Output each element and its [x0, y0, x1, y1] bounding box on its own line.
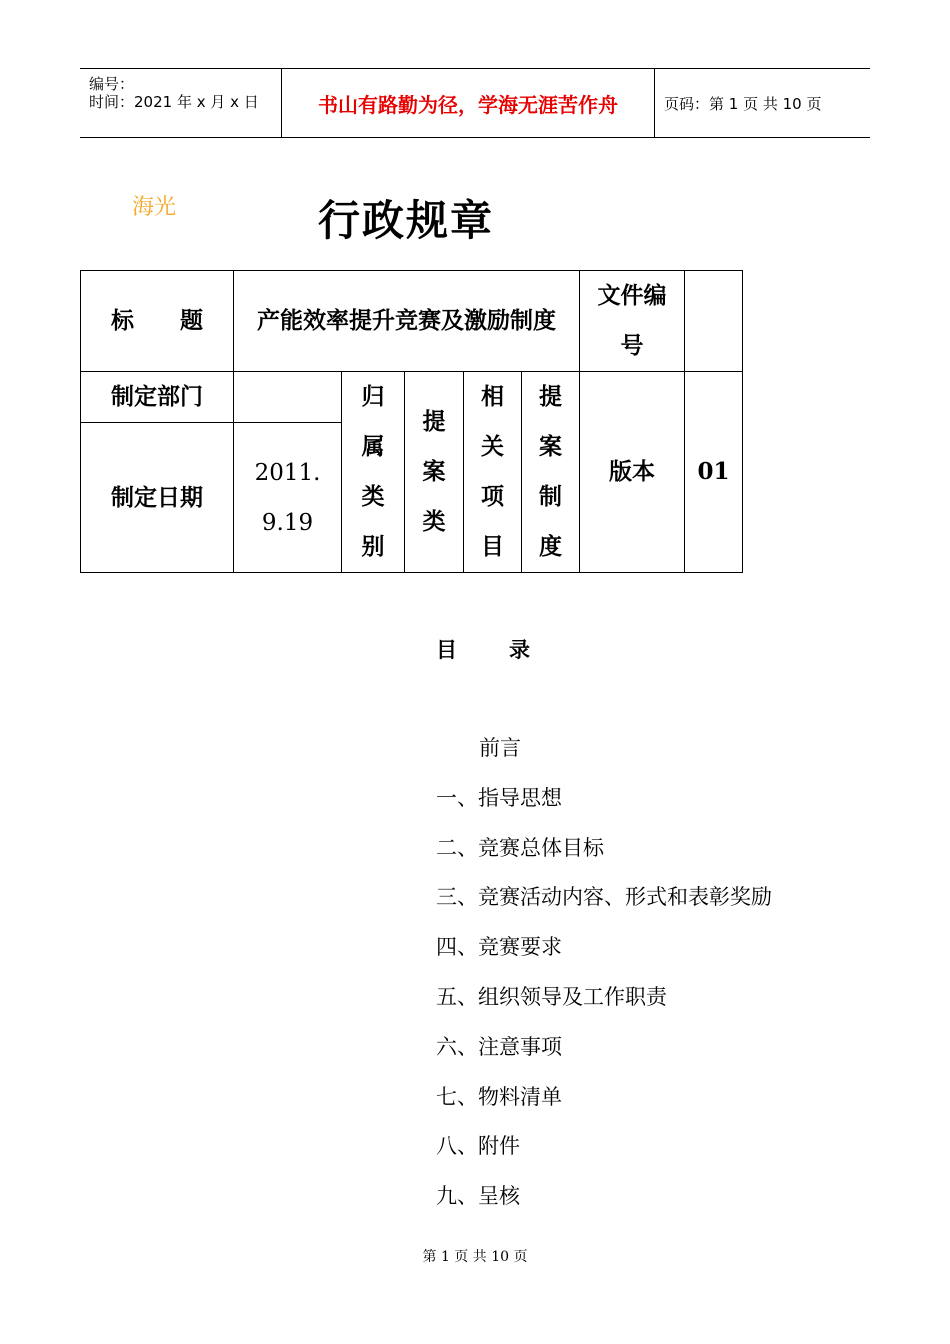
toc-item: 八、附件	[436, 1134, 520, 1159]
toc-item: 九、呈核	[436, 1184, 520, 1209]
toc-item-intro: 前言	[479, 736, 521, 760]
date-value: 2011.9.19	[234, 423, 342, 573]
title-label: 标 题	[81, 271, 234, 372]
title-value: 产能效率提升竞赛及激励制度	[234, 271, 580, 372]
toc-item: 七、物料清单	[436, 1084, 562, 1109]
toc-heading-second: 录	[509, 637, 530, 662]
time-label: 时间：2021 年 x 月 x 日	[89, 93, 259, 111]
related-value: 提案制度	[522, 372, 580, 573]
category-value: 提案类	[405, 372, 464, 573]
page-footer: 第 1 页 共 10 页	[422, 1249, 528, 1265]
file-no-value	[685, 271, 743, 372]
related-label: 相关项目	[464, 372, 522, 573]
document-meta-table	[80, 270, 743, 573]
toc-item: 四、竞赛要求	[436, 935, 562, 960]
toc-item: 一、指导思想	[436, 785, 562, 810]
header-motto: 书山有路勤为径，学海无涯苦作舟	[281, 69, 655, 137]
file-no-label: 文件编号	[580, 271, 685, 372]
doc-no-label: 编号：	[89, 75, 135, 93]
toc-item: 三、竞赛活动内容、形式和表彰奖励	[436, 885, 772, 910]
toc-heading	[436, 634, 530, 664]
toc-heading-first: 目	[436, 637, 457, 662]
dept-label: 制定部门	[81, 372, 234, 423]
version-label: 版本	[580, 372, 685, 573]
date-label: 制定日期	[81, 423, 234, 573]
document-title: 行政规章	[318, 196, 495, 245]
dept-value	[234, 372, 342, 423]
toc-item: 六、注意事项	[436, 1034, 562, 1059]
header-page-info: 页码：第 1 页 共 10 页	[664, 94, 822, 113]
toc-item: 五、组织领导及工作职责	[436, 984, 667, 1009]
table-of-contents	[436, 733, 772, 1231]
page-header	[80, 68, 870, 138]
toc-item: 二、竞赛总体目标	[436, 835, 604, 860]
version-value: 01	[685, 372, 743, 573]
header-left	[80, 69, 280, 137]
brand-name: 海光	[132, 195, 177, 220]
category-label: 归属类别	[342, 372, 405, 573]
